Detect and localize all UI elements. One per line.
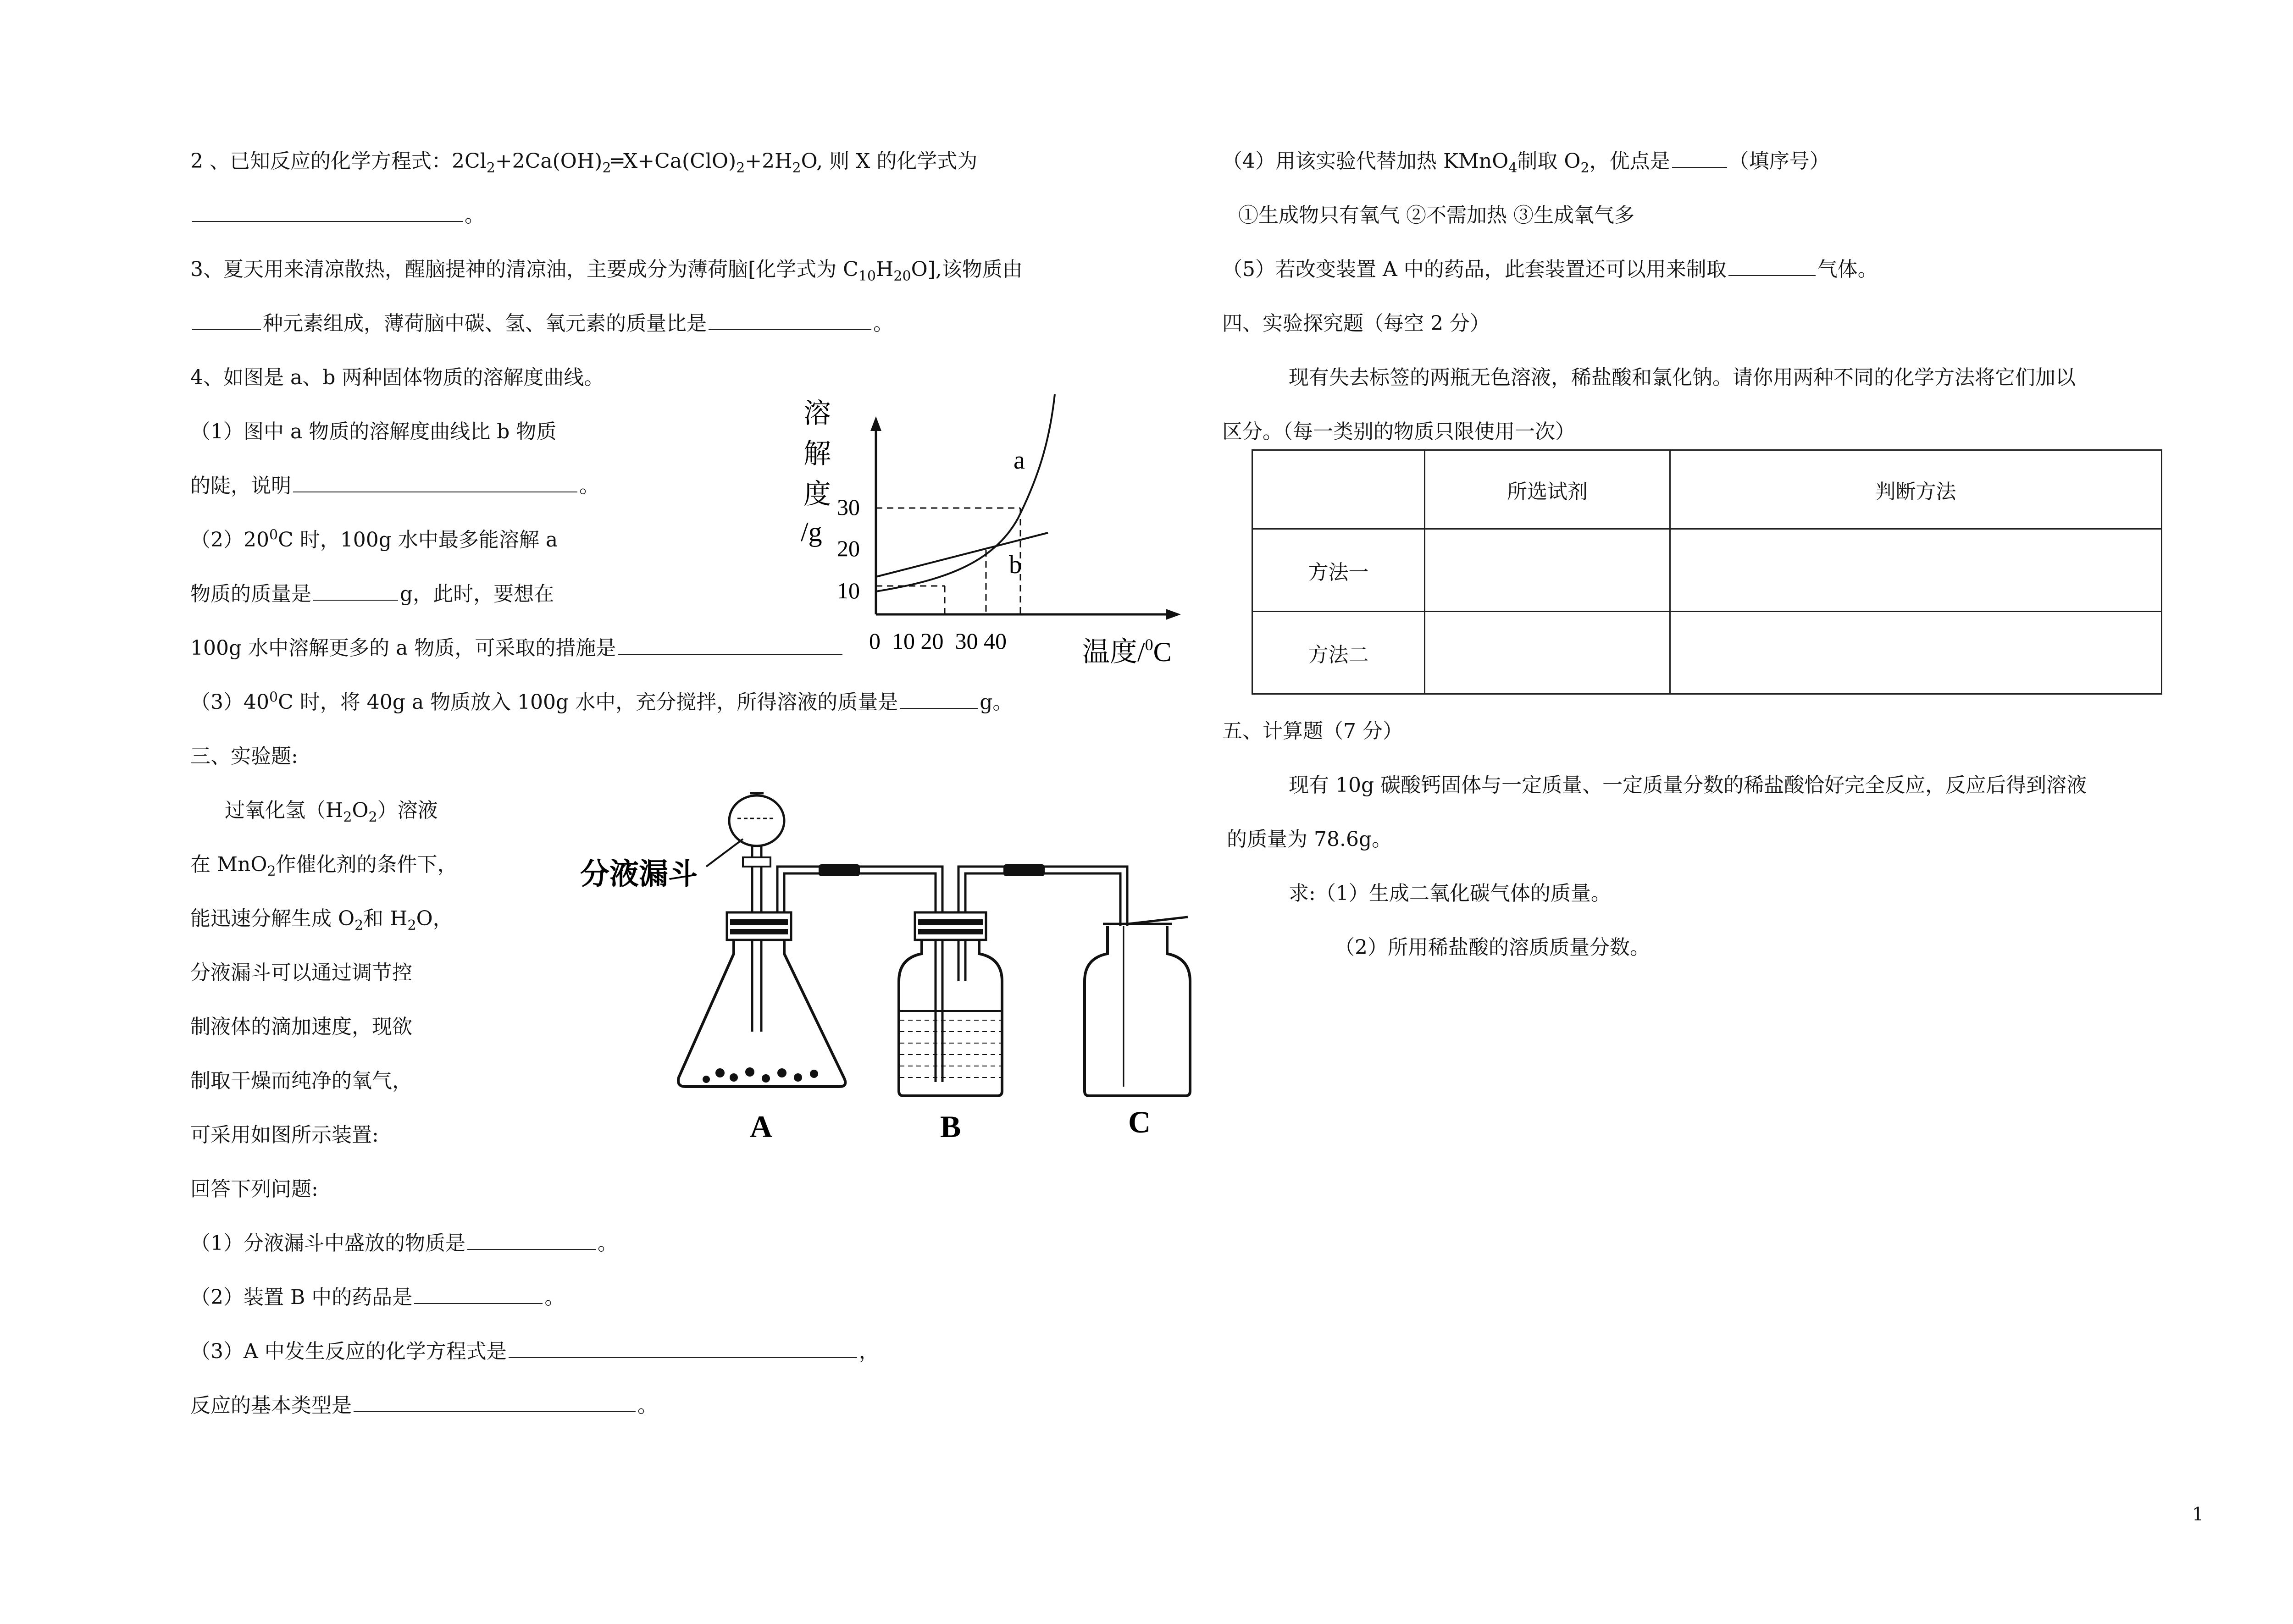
a1-line: （1）分液漏斗中盛放的物质是 。 <box>190 1232 618 1255</box>
q4-1-line1: （1）图中 a 物质的溶解度曲线比 b 物质 <box>190 420 557 443</box>
funnel-label: 分液漏斗 <box>580 858 698 890</box>
q3-line1: 3、夏天用来清凉散热，醒脑提神的清凉油，主要成分为薄荷脑[化学式为 $C_{10}H_{20}O$],该物质由 <box>190 258 1023 284</box>
q4-3-blank[interactable] <box>900 690 978 709</box>
xticks: 0 10 20 30 40 <box>869 628 1007 654</box>
curve-a-label: a <box>1014 446 1025 475</box>
sec4-paragraph-2: 区分。（每一类别的物质只限使用一次） <box>1222 420 1575 443</box>
bottle-c <box>1085 926 1190 1096</box>
label-c: C <box>1128 1105 1151 1139</box>
table-header-method: 判断方法 <box>1670 450 2162 529</box>
calc-line-1: 现有 10g 碳酸钙固体与一定质量、一定质量分数的稀盐酸恰好完全反应，反应后得到溶液 <box>1289 773 2087 797</box>
calc-line-4: （2）所用稀盐酸的溶质质量分数。 <box>1335 936 1650 959</box>
exp-line3: 能迅速分解生成 $O_2$和 $H_2O$， <box>190 907 453 934</box>
a4-blank[interactable] <box>354 1393 636 1412</box>
bottle-b <box>899 931 1002 1096</box>
solubility-graph <box>793 385 1197 688</box>
a2-blank[interactable] <box>414 1285 543 1304</box>
r4-line: （4）用该实验代替加热 KMnO$_4$制取 $O_2$，优点是 （填序号） <box>1222 149 1830 176</box>
r4-blank[interactable] <box>1672 149 1727 168</box>
sec4-paragraph-1: 现有失去标签的两瓶无色溶液，稀盐酸和氯化钠。请你用两种不同的化学方法将它们加以 <box>1289 366 2076 389</box>
exp-line2: 在 MnO$_2$作催化剂的条件下， <box>190 853 458 879</box>
q4-intro: 4、如图是 a、b 两种固体物质的溶解度曲线。 <box>190 366 604 389</box>
exp-line1: 过氧化氢$(H_2O_2)$溶液 <box>225 799 438 825</box>
method-table <box>1252 449 2162 695</box>
stopper-a <box>727 912 791 940</box>
q4-2-line1: $(2)20^0C$ 时，100g 水中最多能溶解 a <box>190 527 558 552</box>
ylabel-4: /g <box>801 517 822 547</box>
xlabel: 温度/$^0$C <box>1082 635 1172 667</box>
q3-line2: 种元素组成，薄荷脑中碳、氢、氧元素的质量比是 。 <box>190 310 893 337</box>
r4-options: ①生成物只有氧气 ②不需加热 ③生成氧气多 <box>1238 204 1634 227</box>
a3-line: （3）A 中发生反应的化学方程式是 ， <box>190 1340 879 1363</box>
r5-blank[interactable] <box>1728 257 1816 276</box>
stopper-b <box>915 912 986 940</box>
q3-blank-2[interactable] <box>709 311 871 330</box>
q4-2-line2: 物质的质量是 g，此时，要想在 <box>190 582 554 606</box>
table-row-label-2: 方法二 <box>1252 612 1425 694</box>
ylabel-1: 溶 <box>803 398 831 429</box>
label-a: A <box>750 1109 773 1144</box>
apparatus-diagram <box>569 775 1211 1151</box>
section-3-title: 三、实验题: <box>190 745 298 768</box>
q4-1-line2: 的陡，说明 。 <box>190 474 599 497</box>
ytick-10: 10 <box>837 578 860 603</box>
a3-blank[interactable] <box>509 1339 857 1358</box>
curve-a <box>876 394 1055 591</box>
table-cell-1-reagent[interactable] <box>1425 529 1670 612</box>
table-cell-2-reagent[interactable] <box>1425 612 1670 694</box>
a4-line: 反应的基本类型是 。 <box>190 1394 658 1417</box>
r5-line: （5）若改变装置 A 中的药品，此套装置还可以用来制取 气体。 <box>1222 258 1878 281</box>
a1-blank[interactable] <box>467 1231 596 1250</box>
table-cell-1-method[interactable] <box>1670 529 2162 612</box>
exp-line5: 制液体的滴加速度，现欲 <box>190 1015 412 1038</box>
page-number: 1 <box>2192 1504 2204 1525</box>
section-5-title: 五、计算题（7 分） <box>1222 719 1403 743</box>
q4-2-blank-1[interactable] <box>313 581 398 601</box>
table-row-label-1: 方法一 <box>1252 529 1425 612</box>
q4-2-line3: 100g 水中溶解更多的 a 物质，可采取的措施是 <box>190 635 844 662</box>
q2-line1: 2 、已知反应的化学方程式：$2Cl_2+2Ca(OH)_2═X+Ca(ClO)_2+2H_2O$, 则 X 的化学式为 <box>190 149 978 176</box>
q2-line2: 。 <box>190 202 485 229</box>
a2-line: （2）装置 B 中的药品是 。 <box>190 1286 565 1309</box>
q3-blank-1[interactable] <box>192 311 261 330</box>
curve-b <box>876 533 1048 577</box>
ytick-30: 30 <box>837 494 860 520</box>
q2-answer-blank[interactable] <box>192 203 463 222</box>
calc-line-3: 求:（1）生成二氧化碳气体的质量。 <box>1289 882 1611 905</box>
exp-line4: 分液漏斗可以通过调节控 <box>190 961 412 984</box>
calc-line-2: 的质量为 78.6g。 <box>1227 828 1392 851</box>
table-header-reagent: 所选试剂 <box>1425 450 1670 529</box>
section-4-title: 四、实验探究题（每空 2 分） <box>1222 312 1490 335</box>
q4-3-line: $(3)40^0C$ 时，将 40g a 物质放入 100g 水中，充分搅拌，所得溶液的质量是 g。 <box>190 689 1013 714</box>
table-header-blank <box>1252 450 1425 529</box>
exp-line7: 可采用如图所示装置: <box>190 1123 379 1147</box>
table-cell-2-method[interactable] <box>1670 612 2162 694</box>
funnel-bulb <box>729 795 784 846</box>
q4-1-blank[interactable] <box>293 473 577 492</box>
ytick-20: 20 <box>837 536 860 561</box>
curve-b-label: b <box>1009 551 1022 579</box>
ylabel-2: 解 <box>803 439 831 469</box>
ylabel-3: 度 <box>803 479 831 509</box>
answer-prompt: 回答下列问题: <box>190 1177 318 1201</box>
label-b: B <box>940 1109 961 1144</box>
exp-line6: 制取干燥而纯净的氧气， <box>190 1069 412 1093</box>
